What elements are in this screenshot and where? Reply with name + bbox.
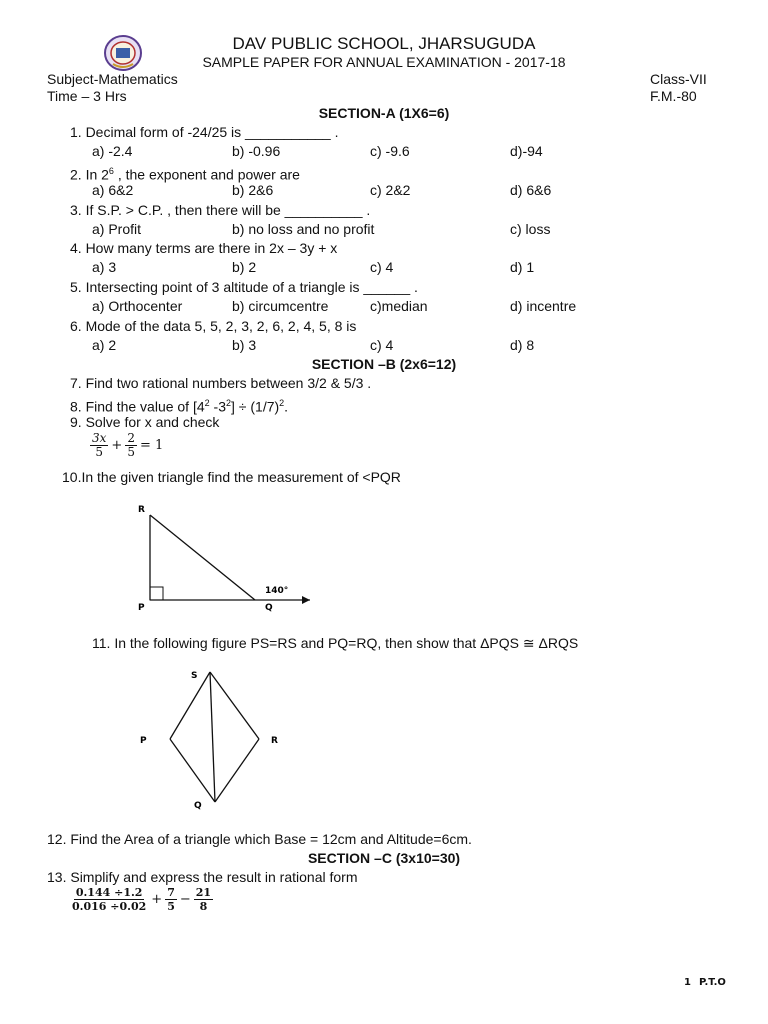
option: a) Orthocenter: [92, 298, 183, 314]
angle-label: 140°: [265, 586, 289, 596]
question-13: 13. Simplify and express the result in rational form: [47, 869, 358, 885]
question-4: 4. How many terms are there in 2x – 3y + x: [70, 240, 338, 256]
vertex-label-p: P: [138, 603, 145, 613]
triangle-figure: [130, 500, 330, 615]
kite-figure: [135, 662, 285, 817]
question-5: 5. Intersecting point of 3 altitude of a triangle is ______ .: [70, 279, 418, 295]
section-c-heading: SECTION –C (3x10=30): [307, 850, 461, 866]
option: b) 2: [232, 259, 257, 275]
option: a) 6&2: [92, 182, 134, 198]
question-3: 3. If S.P. > C.P. , then there will be __________ .: [70, 202, 371, 218]
equation-q9: $\frac{3x}{5}$ + $\frac{2}{5}$ = 1: [92, 431, 164, 459]
question-8: 8. Find the value of [$4^2$ $-3^2] \div (1/7)^2$.: [70, 398, 289, 415]
exam-title: SAMPLE PAPER FOR ANNUAL EXAMINATION - 2017-18: [202, 54, 566, 70]
option: c) loss: [510, 221, 551, 237]
option: d) incentre: [510, 298, 577, 314]
option: c) 2&2: [370, 182, 411, 198]
option: a) Profit: [92, 221, 142, 237]
question-2: 2. In $2^6$ , the exponent and power are: [70, 166, 300, 183]
expression-q13: $\frac{0.144 \div 1.2}{0.016 \div 0.02}$ + $\frac{7}{5}$ − $\frac{21}{8}$: [72, 886, 212, 913]
option: a) 3: [92, 259, 117, 275]
question-1: 1. Decimal form of -24/25 is ___________ .: [70, 124, 339, 140]
option: b) 2&6: [232, 182, 274, 198]
vertex-label-p: P: [140, 736, 147, 746]
option: d) 6&6: [510, 182, 552, 198]
question-10: 10.In the given triangle find the measurement of <PQR: [62, 469, 401, 485]
question-11: 11. In the following figure PS=RS and PQ=RQ, then show that ΔPQS ≅ ΔRQS: [92, 635, 579, 651]
section-b-heading: SECTION –B (2x6=12): [311, 356, 457, 372]
vertex-label-q: Q: [194, 801, 202, 811]
time: Time – 3 Hrs: [47, 88, 127, 104]
option: c) 4: [370, 259, 394, 275]
subject: Subject-Mathematics: [47, 71, 178, 87]
question-7: 7. Find two rational numbers between 3/2 & 5/3 .: [70, 375, 372, 391]
vertex-label-r: R: [271, 736, 278, 746]
option: d)-94: [510, 143, 543, 159]
option: a) 2: [92, 337, 117, 353]
option: a) -2.4: [92, 143, 133, 159]
option: c) 4: [370, 337, 394, 353]
option: b) 3: [232, 337, 257, 353]
question-12: 12. Find the Area of a triangle which Base = 12cm and Altitude=6cm.: [47, 831, 472, 847]
section-a-heading: SECTION-A (1X6=6): [318, 105, 450, 121]
pto-label: P.T.O: [699, 977, 726, 988]
full-marks: F.M.-80: [650, 88, 697, 104]
school-name: DAV PUBLIC SCHOOL, JHARSUGUDA: [232, 34, 536, 53]
option: c)median: [370, 298, 428, 314]
option: d) 8: [510, 337, 535, 353]
question-6: 6. Mode of the data 5, 5, 2, 3, 2, 6, 2, 4, 5, 8 is: [70, 318, 357, 334]
vertex-label-r: R: [138, 505, 145, 515]
option: d) 1: [510, 259, 535, 275]
question-9: 9. Solve for x and check: [70, 414, 220, 430]
vertex-label-s: S: [191, 671, 198, 681]
option: b) circumcentre: [232, 298, 329, 314]
option: b) no loss and no profit: [232, 221, 375, 237]
vertex-label-q: Q: [265, 603, 273, 613]
class: Class-VII: [650, 71, 707, 87]
page-number: 1: [684, 977, 691, 988]
option: b) -0.96: [232, 143, 281, 159]
option: c) -9.6: [370, 143, 410, 159]
